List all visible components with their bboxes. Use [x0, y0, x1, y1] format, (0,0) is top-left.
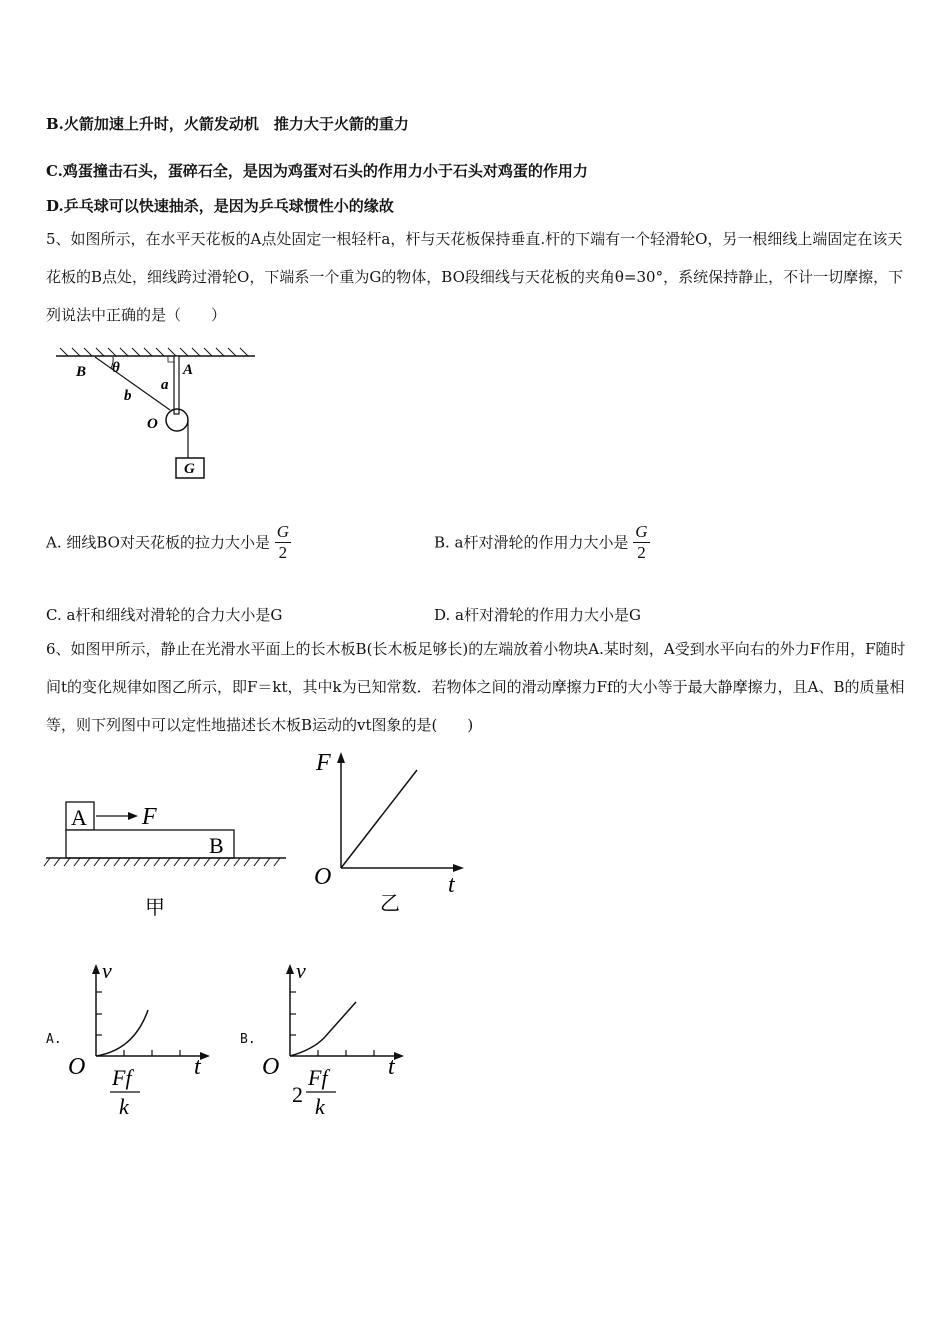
curve-a [96, 1010, 148, 1056]
graph-b [260, 958, 420, 1128]
rod-a [174, 356, 179, 414]
q5-option-d: D. a杆对滑轮的作用力大小是G [434, 606, 641, 624]
label-b-string: b [124, 388, 132, 404]
label-board-b: B [209, 833, 224, 858]
graph-a [66, 958, 226, 1128]
tick-coef: 2 [292, 1082, 303, 1107]
label-g: G [184, 461, 195, 477]
q5-stem: 5、如图所示，在水平天花板的A点处固定一根轻杆a，杆与天花板保持垂直.杆的下端有一个轻滑轮O，另一根细线上端固定在该天花板的B点处，细线跨过滑轮O，下端系一个重为G的物体，BO段细线与天花板的夹角θ=30°，系统保持静止，不计一切摩擦，下列说法中正确的是（ ） [46, 230, 904, 324]
caption-yi: 乙 [380, 891, 400, 915]
figure-yi [310, 748, 470, 918]
origin-label: O [68, 1054, 86, 1080]
q4-option-d: D.乒乓球可以快速抽杀，是因为乒乓球惯性小的缘故 [46, 197, 394, 215]
fraction-g-over-2 [275, 522, 291, 563]
label-a-point: A [183, 362, 194, 378]
label-block-a: A [71, 805, 87, 830]
q6-stem: 6、如图甲所示，静止在光滑水平面上的长木板B(长木板足够长)的左端放着小物块A.某时刻，A受到水平向右的外力F作用，F随时间t的变化规律如图乙所示，即F＝kt，其中k为已知常数．若物体之间的滑动摩擦力Ff的大小等于最大静摩擦力，且A、B的质量相等，则下列图中可以定性地描述长木板B运动的vt图象的是( ) [46, 640, 906, 734]
string-bo [95, 357, 170, 410]
label-theta: θ [112, 360, 120, 376]
axis-v-label: v [296, 958, 306, 983]
figure-jia [44, 798, 294, 923]
tick-frac-num: Ff [112, 1065, 132, 1090]
frac-den: 2 [278, 543, 288, 562]
graph-b-label: B. [240, 1032, 256, 1047]
q5-option-b-text: B. a杆对滑轮的作用力大小是 [434, 533, 629, 552]
label-force-f: F [142, 804, 157, 830]
label-o: O [147, 416, 158, 432]
origin-label: O [314, 864, 332, 890]
q5-figure [50, 348, 265, 488]
force-line [341, 770, 417, 868]
tick-frac-num: Ff [308, 1065, 328, 1090]
q5-option-c: C. a杆和细线对滑轮的合力大小是G [46, 606, 283, 624]
curve-b [290, 1002, 356, 1056]
axis-v-label: v [102, 958, 112, 983]
frac-num: G [276, 522, 290, 541]
fraction-g-over-2 [633, 522, 649, 563]
q5-option-b [434, 522, 650, 563]
label-a-rod: a [161, 377, 169, 393]
tick-frac-den: k [315, 1094, 325, 1119]
axis-t-label: t [194, 1054, 201, 1080]
frac-num: G [635, 522, 648, 541]
tick-frac-den: k [119, 1094, 129, 1119]
label-b: B [76, 364, 87, 380]
frac-den: 2 [637, 543, 646, 562]
axis-t-label: t [388, 1054, 395, 1080]
axis-t-label: t [448, 872, 455, 898]
origin-label: O [262, 1054, 280, 1080]
q4-option-c: C.鸡蛋撞击石头，蛋碎石全，是因为鸡蛋对石头的作用力小于石头对鸡蛋的作用力 [46, 162, 588, 180]
q4-option-b: B.火箭加速上升时，火箭发动机 推力大于火箭的重力 [46, 115, 409, 133]
caption-jia: 甲 [145, 895, 165, 919]
graph-a-label: A. [46, 1032, 62, 1047]
q5-option-a-text: A. 细线BO对天花板的拉力大小是 [46, 533, 270, 552]
q5-option-a [46, 522, 291, 563]
axis-f-label: F [316, 750, 331, 776]
